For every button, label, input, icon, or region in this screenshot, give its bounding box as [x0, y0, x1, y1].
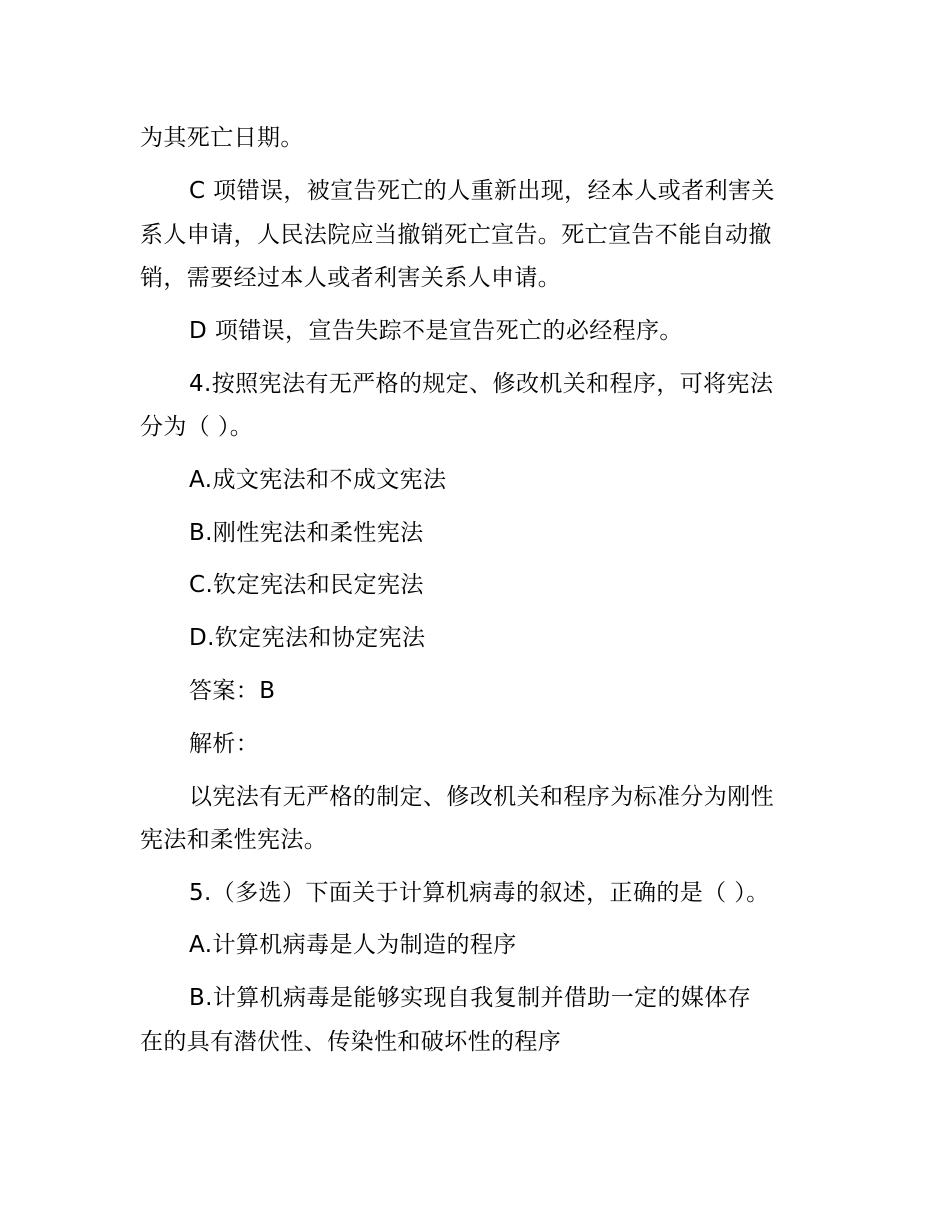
q4-option-d: D.钦定宪法和协定宪法 — [189, 625, 426, 651]
q4-option-c: C.钦定宪法和民定宪法 — [189, 572, 424, 598]
q4-analysis-label: 解析： — [189, 731, 260, 757]
q3-option-d-explanation: D 项错误，宣告失踪不是宣告死亡的必经程序。 — [189, 318, 683, 344]
q3-option-c-explanation-line2: 系人申请，人民法院应当撤销死亡宣告。死亡宣告不能自动撤 — [140, 222, 772, 248]
q4-option-a: A.成文宪法和不成文宪法 — [189, 467, 447, 493]
q4-option-b: B.刚性宪法和柔性宪法 — [189, 520, 424, 546]
q4-question-line1: 4.按照宪法有无严格的规定、修改机关和程序，可将宪法 — [189, 371, 774, 397]
q5-option-b-line1: B.计算机病毒是能够实现自我复制并借助一定的媒体存 — [189, 985, 752, 1011]
q5-option-b-line2: 在的具有潜伏性、传染性和破坏性的程序 — [140, 1029, 562, 1055]
q5-question: 5.（多选）下面关于计算机病毒的叙述，正确的是（ ）。 — [189, 880, 770, 906]
q4-analysis-line2: 宪法和柔性宪法。 — [140, 827, 328, 853]
q5-option-a: A.计算机病毒是人为制造的程序 — [189, 932, 517, 958]
q4-question-line2: 分为（ ）。 — [140, 414, 254, 440]
q4-answer: 答案：B — [189, 678, 276, 704]
q3-analysis-continuation: 为其死亡日期。 — [140, 125, 304, 151]
q3-option-c-explanation-line1: C 项错误，被宣告死亡的人重新出现，经本人或者利害关 — [189, 178, 775, 204]
q3-option-c-explanation-line3: 销，需要经过本人或者利害关系人申请。 — [140, 265, 562, 291]
q4-analysis-line1: 以宪法有无严格的制定、修改机关和程序为标准分为刚性 — [189, 784, 774, 810]
